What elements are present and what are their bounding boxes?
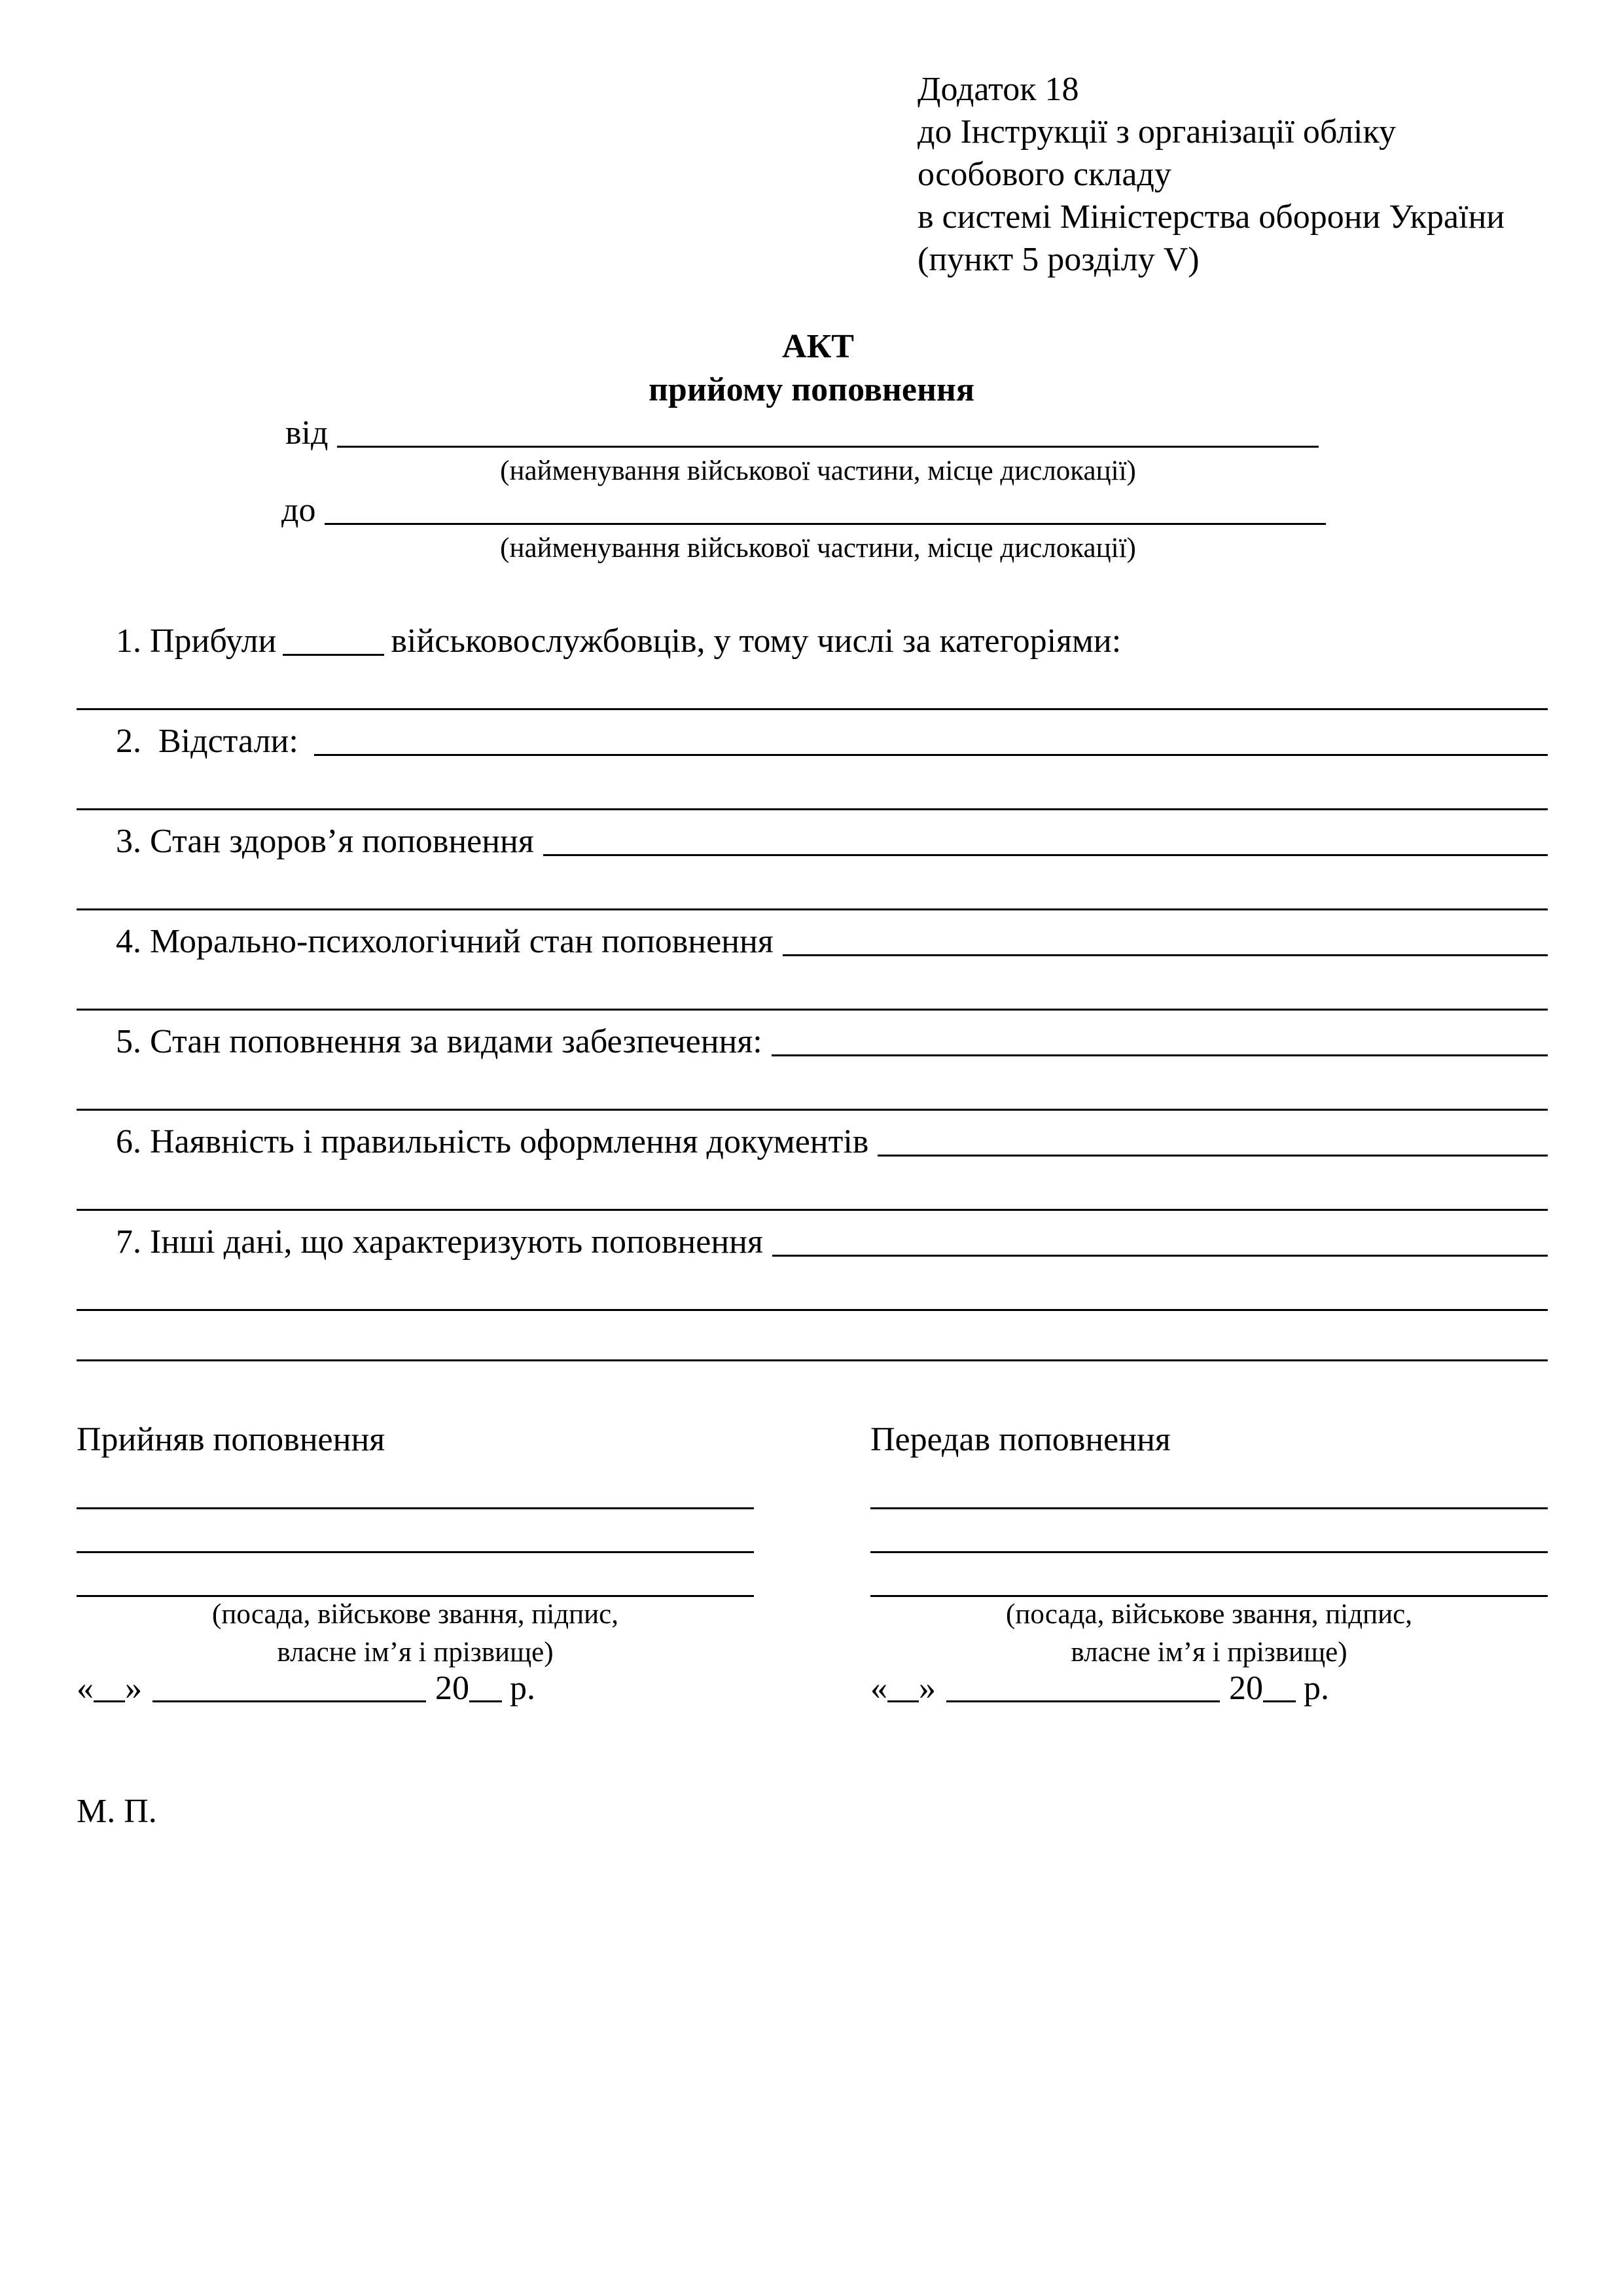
item-5-answer-line[interactable] <box>77 1109 1548 1111</box>
to-unit-caption: (найменування військової частини, місце дислокації) <box>500 533 1136 564</box>
item-1-number: 1. <box>116 622 141 660</box>
item-6-answer-line[interactable] <box>77 1209 1548 1211</box>
item-5-number: 5. <box>116 1023 141 1060</box>
stamp-place: М. П. <box>77 1793 157 1830</box>
item-4-answer-line[interactable] <box>77 1009 1548 1011</box>
handed-caption-1: (посада, військове звання, підпис, <box>1006 1599 1412 1630</box>
item-2-lagged <box>77 722 1548 761</box>
handed-day-field[interactable] <box>887 1674 919 1702</box>
item-2-number: 2. <box>116 723 141 760</box>
handed-line-1[interactable] <box>870 1507 1548 1509</box>
item-7-other <box>77 1223 1548 1262</box>
item-3-health <box>77 822 1548 861</box>
to-unit-row <box>281 491 1326 530</box>
item-7-field[interactable] <box>772 1229 1548 1257</box>
item-7-number: 7. <box>116 1223 141 1261</box>
item-2-field[interactable] <box>314 728 1548 756</box>
appendix-line-4: в системі Міністерства оборони України <box>918 198 1505 236</box>
handed-caption-2: власне ім’я і прізвище) <box>1071 1637 1347 1668</box>
document-subtitle: прийому поповнення <box>648 371 975 408</box>
handed-line-3[interactable] <box>870 1595 1548 1597</box>
received-date <box>77 1669 535 1708</box>
item-4-label: Морально-психологічний стан поповнення <box>150 923 774 960</box>
item-2-label: Відстали: <box>158 723 298 760</box>
handed-month-field[interactable] <box>946 1674 1220 1702</box>
arrived-count-field[interactable] <box>283 628 384 656</box>
received-date-open-quote: « <box>77 1670 94 1707</box>
to-label: до <box>281 492 316 529</box>
to-unit-field[interactable] <box>325 493 1326 525</box>
received-year-prefix: 20 <box>435 1670 469 1707</box>
item-1-text <box>77 622 1121 661</box>
item-5-label: Стан поповнення за видами забезпечення: <box>150 1023 762 1060</box>
handed-date <box>870 1669 1329 1708</box>
item-1-label-after: військовослужбовців, у тому числі за категоріями: <box>391 622 1122 660</box>
received-line-1[interactable] <box>77 1507 754 1509</box>
item-6-field[interactable] <box>878 1128 1548 1157</box>
item-1-label-before: Прибули <box>150 622 277 660</box>
received-caption-2: власне ім’я і прізвище) <box>277 1637 554 1668</box>
item-6-text <box>77 1122 868 1162</box>
received-day-field[interactable] <box>94 1674 125 1702</box>
handed-year-field[interactable] <box>1263 1674 1296 1702</box>
received-line-3[interactable] <box>77 1595 754 1597</box>
item-3-text <box>77 822 534 861</box>
from-label: від <box>285 414 329 452</box>
item-3-number: 3. <box>116 823 141 860</box>
item-1-arrived <box>77 622 1548 661</box>
received-heading: Прийняв поповнення <box>77 1421 385 1458</box>
received-month-field[interactable] <box>152 1674 426 1702</box>
appendix-line-2: до Інструкції з організації обліку <box>918 113 1396 151</box>
item-4-text <box>77 922 774 961</box>
received-caption-1: (посада, військове звання, підпис, <box>212 1599 618 1630</box>
appendix-number: Додаток 18 <box>918 71 1079 108</box>
item-7-label: Інші дані, що характеризують поповнення <box>150 1223 763 1261</box>
handed-line-2[interactable] <box>870 1551 1548 1553</box>
item-3-label: Стан здоров’я поповнення <box>150 823 534 860</box>
item-7-answer-line-1[interactable] <box>77 1309 1548 1311</box>
item-7-text <box>77 1223 763 1262</box>
item-2-text <box>77 722 298 761</box>
handed-date-close-quote: » <box>919 1670 936 1707</box>
received-date-close-quote: » <box>125 1670 142 1707</box>
appendix-line-5: (пункт 5 розділу V) <box>918 241 1200 278</box>
item-3-field[interactable] <box>543 828 1548 856</box>
handed-year-suffix: р. <box>1304 1670 1329 1707</box>
received-year-suffix: р. <box>510 1670 535 1707</box>
item-4-morale <box>77 922 1548 961</box>
item-6-label: Наявність і правильність оформлення документів <box>150 1123 869 1160</box>
signature-received <box>77 1420 754 1721</box>
from-unit-row <box>285 414 1319 453</box>
item-4-number: 4. <box>116 923 141 960</box>
item-2-answer-line[interactable] <box>77 808 1548 810</box>
from-unit-field[interactable] <box>337 416 1319 448</box>
item-7-answer-line-2[interactable] <box>77 1359 1548 1361</box>
item-5-field[interactable] <box>772 1028 1548 1056</box>
handed-heading: Передав поповнення <box>870 1421 1171 1458</box>
item-1-answer-line[interactable] <box>77 708 1548 710</box>
item-5-text <box>77 1022 762 1062</box>
item-3-answer-line[interactable] <box>77 908 1548 910</box>
received-line-2[interactable] <box>77 1551 754 1553</box>
appendix-reference <box>918 68 1505 281</box>
item-6-number: 6. <box>116 1123 141 1160</box>
handed-year-prefix: 20 <box>1229 1670 1263 1707</box>
from-unit-caption: (найменування військової частини, місце дислокації) <box>500 456 1136 486</box>
document-title: АКТ <box>782 328 854 365</box>
item-5-supply <box>77 1022 1548 1062</box>
signature-handed <box>870 1420 1548 1721</box>
item-6-documents <box>77 1122 1548 1162</box>
received-year-field[interactable] <box>469 1674 502 1702</box>
handed-date-open-quote: « <box>870 1670 887 1707</box>
appendix-line-3: особового складу <box>918 156 1171 193</box>
item-4-field[interactable] <box>783 928 1548 956</box>
